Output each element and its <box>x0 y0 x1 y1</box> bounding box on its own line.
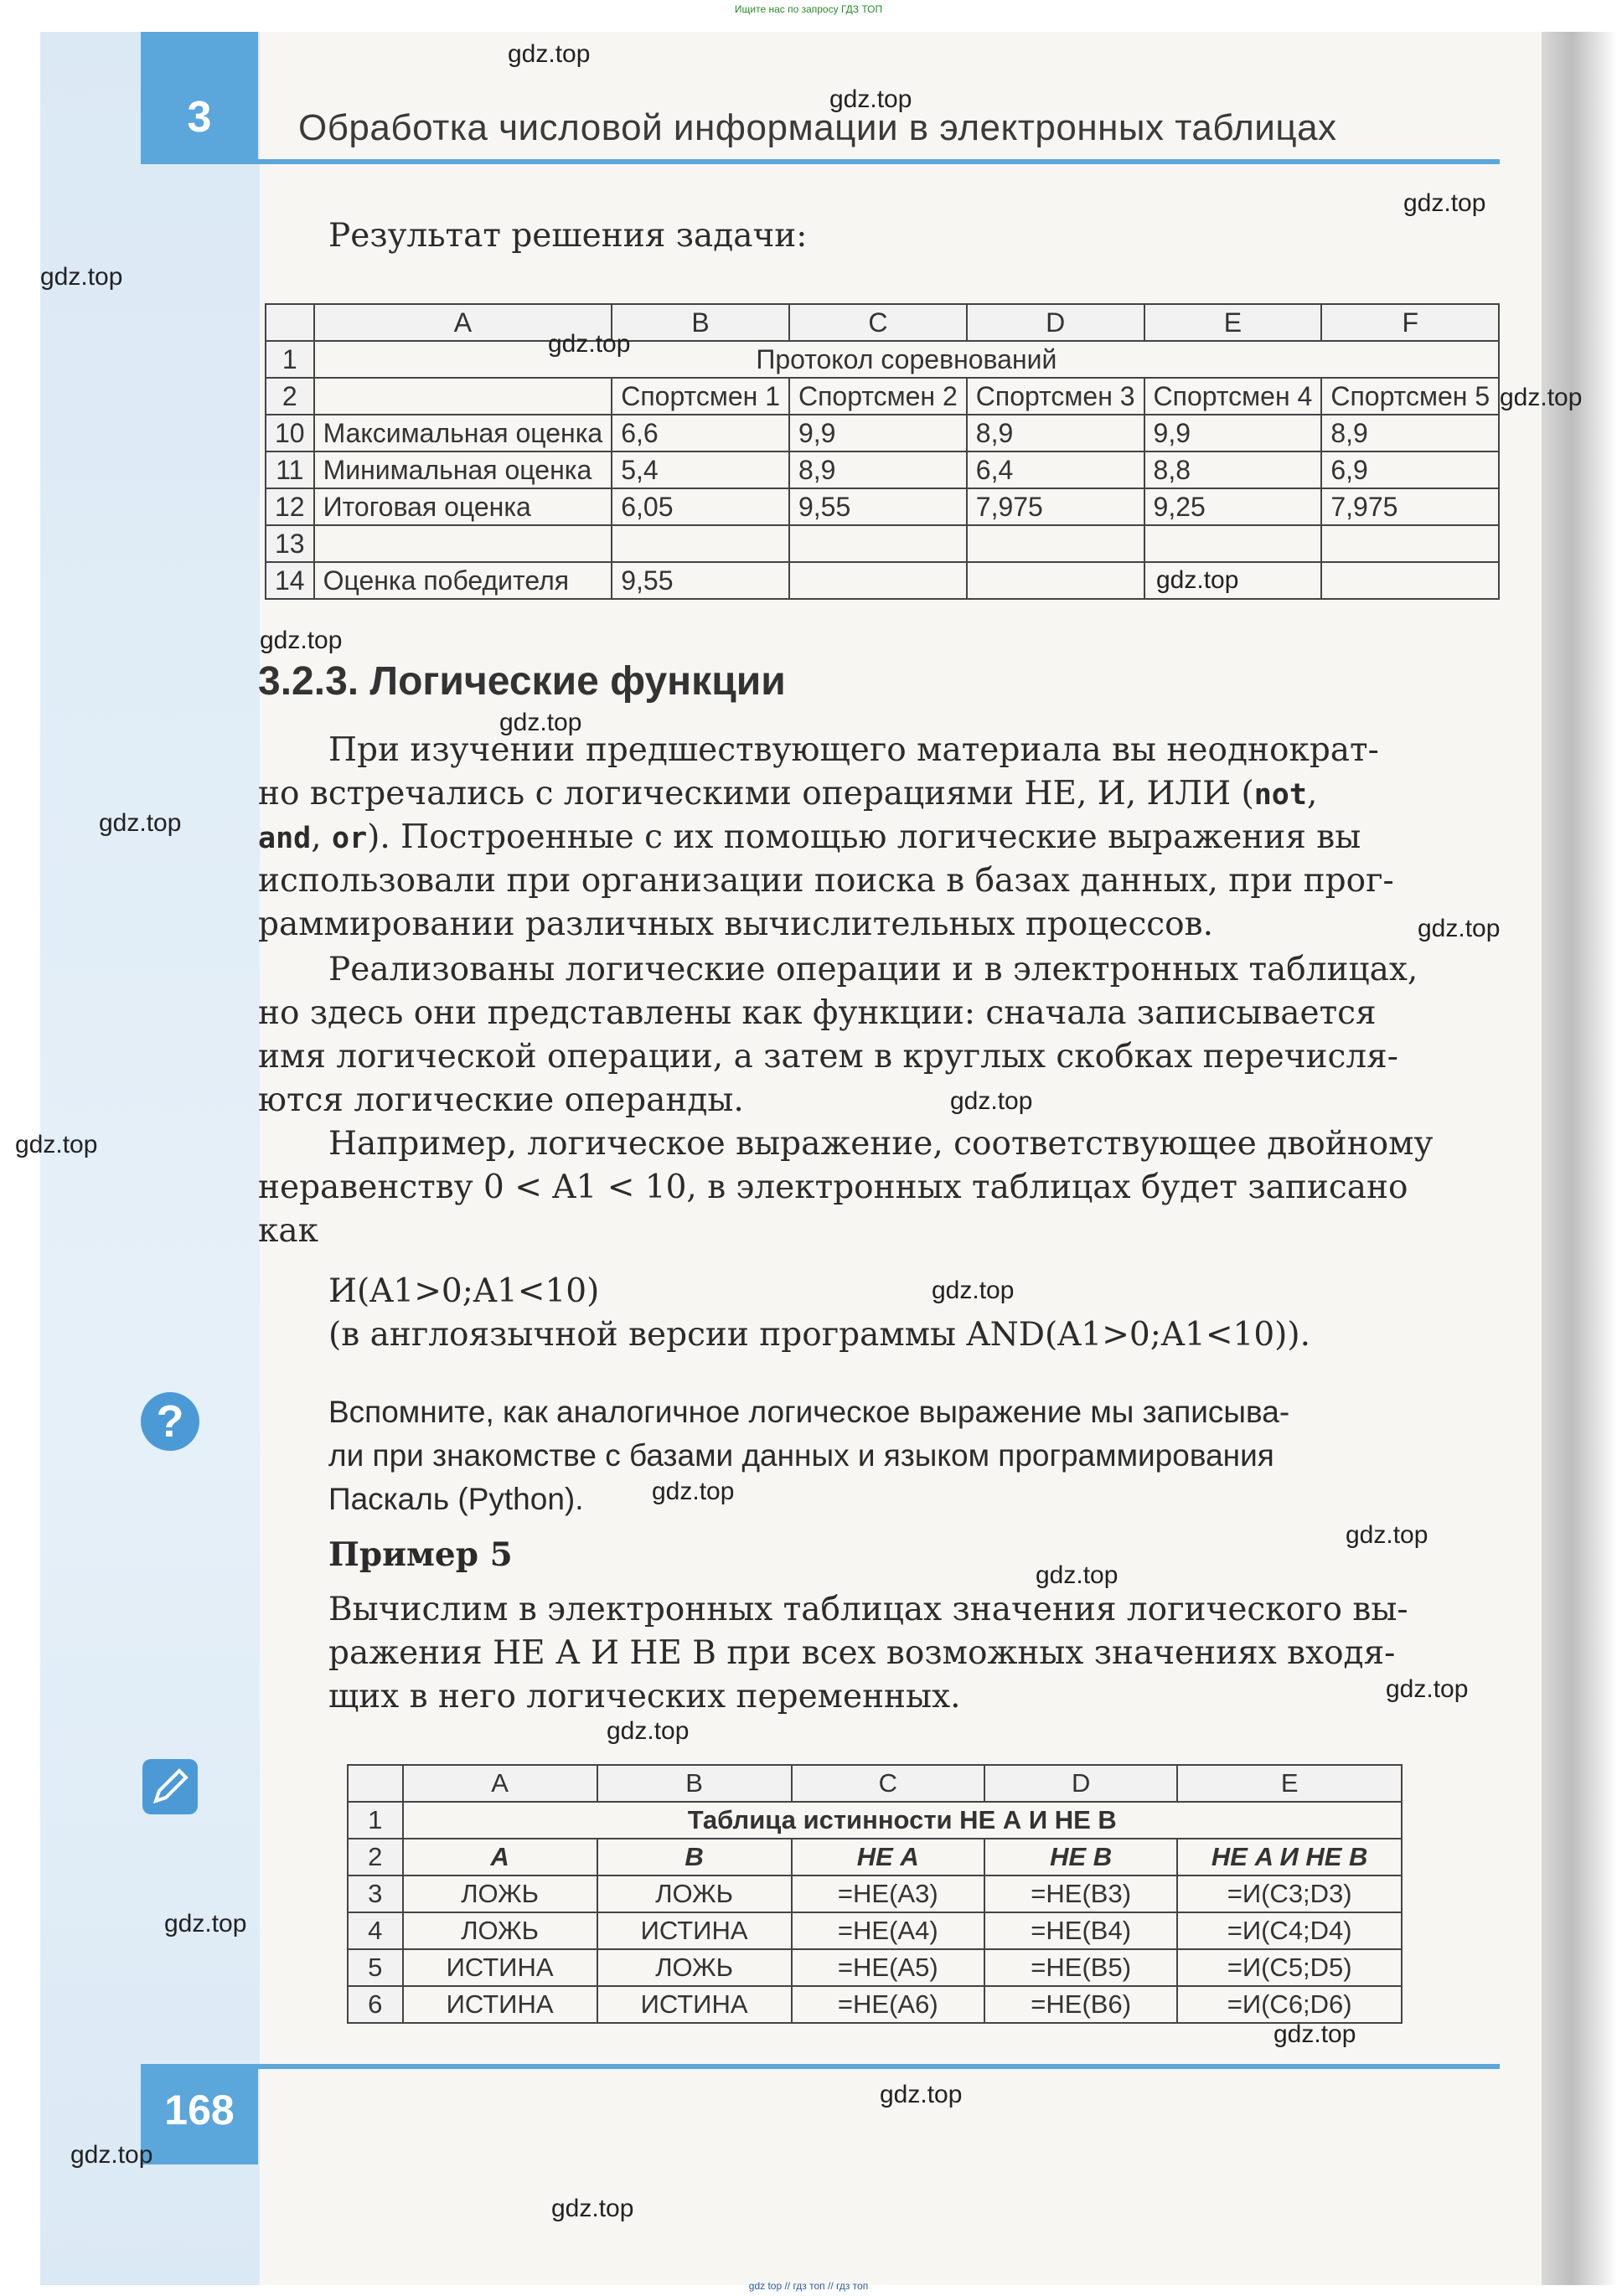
paragraph-line: как <box>258 1212 319 1250</box>
cell: =НЕ(B4) <box>984 1912 1177 1949</box>
cell: =НЕ(A4) <box>792 1912 984 1949</box>
cell <box>612 525 789 562</box>
column-header: F <box>1321 304 1499 341</box>
corner-cell <box>348 1765 403 1802</box>
cell: =И(C4;D4) <box>1177 1912 1402 1949</box>
watermark: gdz.top <box>99 809 182 837</box>
result-heading: Результат решения задачи: <box>328 217 808 255</box>
corner-cell <box>266 304 314 341</box>
example-line: ражения НЕ А И НЕ В при всех возможных значениях входя- <box>328 1634 1396 1672</box>
column-header: A <box>314 304 612 341</box>
column-header: B <box>597 1765 792 1802</box>
cell: =НЕ(A3) <box>792 1875 984 1912</box>
paragraph-line: имя логической операции, а затем в круглых скобках перечисля- <box>258 1038 1398 1076</box>
cell: 8,9 <box>967 415 1144 451</box>
cell: Спортсмен 5 <box>1321 378 1499 415</box>
truth-table <box>347 1764 1403 2024</box>
table-row <box>266 562 1499 599</box>
row-number: 13 <box>266 525 314 562</box>
cell: ИСТИНА <box>597 1912 792 1949</box>
code-keyword: not <box>1253 778 1307 812</box>
cell: 6,9 <box>1321 451 1499 488</box>
row-number: 6 <box>348 1986 403 2023</box>
table-row <box>266 415 1499 451</box>
paragraph-line: Реализованы логические операции и в электронных таблицах, <box>328 951 1418 988</box>
text-span: но встречались с логическими операциями НЕ, И, ИЛИ ( <box>258 775 1254 813</box>
watermark: gdz.top <box>499 709 582 736</box>
watermark: gdz.top <box>829 85 912 113</box>
watermark: gdz.top <box>548 330 631 358</box>
cell: =И(C5;D5) <box>1177 1949 1402 1986</box>
cell: НЕ B <box>984 1839 1177 1875</box>
watermark: gdz.top <box>1403 189 1486 217</box>
cell: =НЕ(B6) <box>984 1986 1177 2023</box>
row-number: 4 <box>348 1912 403 1949</box>
cell: НЕ A И НЕ B <box>1177 1839 1402 1875</box>
watermark: gdz.top <box>508 40 591 68</box>
question-line: Вспомните, как аналогичное логическое выражение мы записыва- <box>328 1395 1290 1429</box>
watermark: gdz.top <box>607 1717 690 1745</box>
paragraph-line: неравенству 0 < A1 < 10, в электронных таблицах будет записано <box>258 1169 1408 1206</box>
watermark: gdz.top <box>932 1277 1015 1304</box>
cell <box>967 562 1144 599</box>
example-line: щих в него логических переменных. <box>328 1678 961 1716</box>
column-header: D <box>967 304 1144 341</box>
cell: ЛОЖЬ <box>403 1875 597 1912</box>
cell: 7,975 <box>967 488 1144 525</box>
column-header: A <box>403 1765 597 1802</box>
cell: 6,05 <box>612 488 789 525</box>
example-line: Вычислим в электронных таблицах значения логического вы- <box>328 1591 1408 1628</box>
paragraph-line: При изучении предшествующего материала вы неоднократ- <box>328 731 1379 769</box>
question-line: Паскаль (Python). <box>328 1482 584 1516</box>
watermark: gdz.top <box>15 1131 98 1158</box>
cell <box>314 378 612 415</box>
row-number: 2 <box>266 378 314 415</box>
cell <box>314 525 612 562</box>
section-title: 3.2.3. Логические функции <box>258 659 786 704</box>
watermark: gdz.top <box>880 2081 963 2108</box>
watermark: gdz.top <box>551 2195 634 2222</box>
cell: ЛОЖЬ <box>597 1949 792 1986</box>
cell: Спортсмен 2 <box>789 378 967 415</box>
watermark: gdz.top <box>70 2141 153 2169</box>
cell: B <box>597 1839 792 1875</box>
table-row <box>266 525 1499 562</box>
cell: =И(C6;D6) <box>1177 1986 1402 2023</box>
row-number: 2 <box>348 1839 403 1875</box>
table-row <box>348 1949 1402 1986</box>
page-number: 168 <box>164 2087 235 2133</box>
row-number: 10 <box>266 415 314 451</box>
table-row <box>348 1839 1402 1875</box>
row-number: 5 <box>348 1949 403 1986</box>
cell <box>1321 562 1499 599</box>
watermark: gdz.top <box>950 1087 1033 1115</box>
table-title: Таблица истинности НЕ А И НЕ В <box>403 1802 1402 1839</box>
cell <box>789 525 967 562</box>
watermark: gdz.top <box>1500 384 1583 411</box>
paragraph-line: ются логические операнды. <box>258 1081 744 1119</box>
paragraph-line <box>258 816 1361 860</box>
text-span: , <box>1306 775 1318 813</box>
table-row <box>266 378 1499 415</box>
cell: 8,8 <box>1144 451 1322 488</box>
chapter-title: Обработка числовой информации в электронных таблицах <box>298 107 1337 148</box>
row-number: 1 <box>348 1802 403 1839</box>
cell: 6,4 <box>967 451 1144 488</box>
example-title: Пример 5 <box>328 1535 513 1574</box>
chapter-number: 3 <box>187 93 212 142</box>
cell <box>1321 525 1499 562</box>
column-header: E <box>1177 1765 1402 1802</box>
table-row <box>348 1912 1402 1949</box>
paragraph-line: но здесь они представлены как функции: сначала записывается <box>258 994 1377 1032</box>
cell: Максимальная оценка <box>314 415 612 451</box>
cell: 5,4 <box>612 451 789 488</box>
paragraph-line: использовали при организации поиска в базах данных, при прог- <box>258 862 1394 900</box>
question-line: ли при знакомстве с базами данных и языком программирования <box>328 1438 1274 1473</box>
table-row <box>348 1802 1402 1839</box>
cell: 9,55 <box>789 488 967 525</box>
watermark: gdz.top <box>40 263 123 291</box>
cell: 9,55 <box>612 562 789 599</box>
column-header: B <box>612 304 789 341</box>
cell <box>789 562 967 599</box>
top-banner: Ищите нас по запросу ГДЗ ТОП <box>734 3 883 15</box>
column-header-row <box>266 304 1499 341</box>
table-title: Протокол соревнований <box>314 341 1500 378</box>
cell: Итоговая оценка <box>314 488 612 525</box>
cell <box>1144 525 1322 562</box>
cell: Минимальная оценка <box>314 451 612 488</box>
cell: =НЕ(A6) <box>792 1986 984 2023</box>
cell: 8,9 <box>1321 415 1499 451</box>
formula: И(A1>0;A1<10) <box>328 1272 600 1310</box>
cell: ИСТИНА <box>597 1986 792 2023</box>
table-row <box>266 451 1499 488</box>
cell: =И(C3;D3) <box>1177 1875 1402 1912</box>
cell: ИСТИНА <box>403 1949 597 1986</box>
cell: ЛОЖЬ <box>597 1875 792 1912</box>
question-icon: ? <box>141 1392 199 1451</box>
cell: ЛОЖЬ <box>403 1912 597 1949</box>
competition-table <box>265 303 1500 600</box>
spine-shadow <box>1542 32 1617 2285</box>
row-number: 14 <box>266 562 314 599</box>
row-number: 12 <box>266 488 314 525</box>
bottom-banner: gdz top // гдз топ // гдз топ <box>748 2280 869 2292</box>
watermark: gdz.top <box>1418 915 1501 942</box>
table-row <box>348 1875 1402 1912</box>
cell: 9,9 <box>1144 415 1322 451</box>
watermark: gdz.top <box>1156 566 1239 594</box>
formula-note: (в англоязычной версии программы AND(A1>0;A1<10)). <box>328 1316 1310 1354</box>
table-row <box>266 341 1499 378</box>
watermark: gdz.top <box>260 627 343 654</box>
cell: 8,9 <box>789 451 967 488</box>
cell: =НЕ(B5) <box>984 1949 1177 1986</box>
watermark: gdz.top <box>1346 1521 1428 1549</box>
watermark: gdz.top <box>1036 1561 1118 1589</box>
cell: Спортсмен 3 <box>967 378 1144 415</box>
column-header: C <box>792 1765 984 1802</box>
text-span: , <box>311 818 333 856</box>
footer-rule <box>141 2064 1500 2069</box>
cell: 6,6 <box>612 415 789 451</box>
cell: НЕ A <box>792 1839 984 1875</box>
table-row <box>266 488 1499 525</box>
code-keyword: and <box>258 822 312 855</box>
cell: Спортсмен 4 <box>1144 378 1322 415</box>
header-rule <box>141 159 1500 164</box>
cell: =НЕ(A5) <box>792 1949 984 1986</box>
cell: A <box>403 1839 597 1875</box>
paragraph-line: раммировании различных вычислительных процессов. <box>258 906 1213 943</box>
text-span: ). Построенные с их помощью логические выражения вы <box>367 818 1361 856</box>
watermark: gdz.top <box>652 1478 735 1505</box>
watermark: gdz.top <box>1386 1675 1469 1703</box>
pencil-icon <box>142 1759 198 1814</box>
cell: 7,975 <box>1321 488 1499 525</box>
cell: =НЕ(B3) <box>984 1875 1177 1912</box>
cell: Оценка победителя <box>314 562 612 599</box>
row-number: 11 <box>266 451 314 488</box>
column-header: D <box>984 1765 1177 1802</box>
column-header: C <box>789 304 967 341</box>
watermark: gdz.top <box>164 1910 247 1937</box>
row-number: 3 <box>348 1875 403 1912</box>
table-row <box>348 1986 1402 2023</box>
paragraph-line <box>258 772 1317 817</box>
cell: ИСТИНА <box>403 1986 597 2023</box>
watermark: gdz.top <box>1273 2020 1356 2048</box>
cell: 9,25 <box>1144 488 1322 525</box>
code-keyword: or <box>332 822 368 855</box>
column-header: E <box>1144 304 1322 341</box>
cell <box>967 525 1144 562</box>
cell: 9,9 <box>789 415 967 451</box>
column-header-row <box>348 1765 1402 1802</box>
row-number: 1 <box>266 341 314 378</box>
cell: Спортсмен 1 <box>612 378 789 415</box>
paragraph-line: Например, логическое выражение, соответствующее двойному <box>328 1125 1434 1163</box>
